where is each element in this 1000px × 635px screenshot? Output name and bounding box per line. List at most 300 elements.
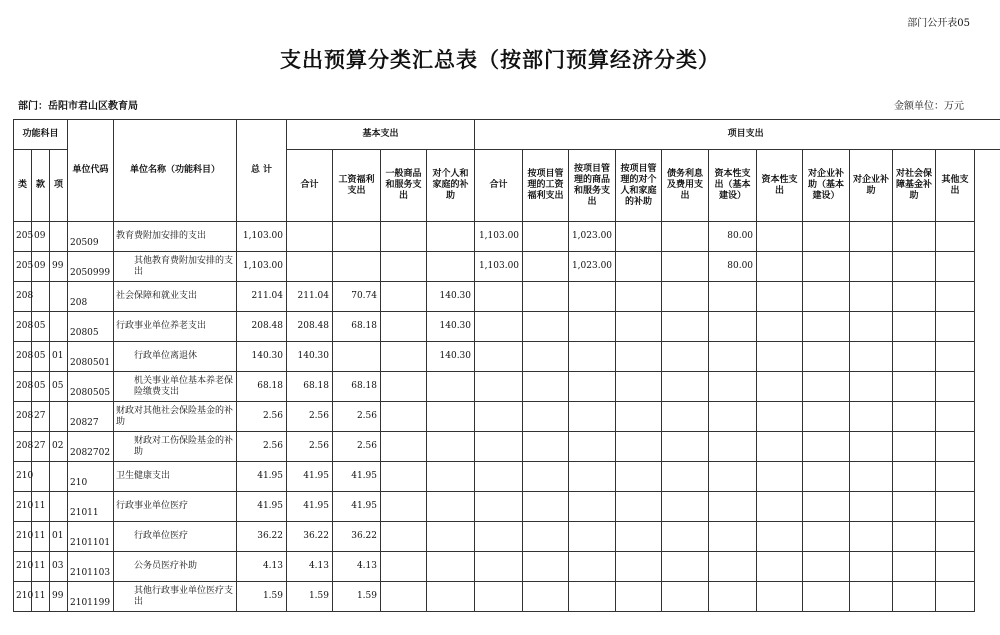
header-unit-code: 单位代码	[68, 120, 114, 222]
cell-basic-3	[427, 432, 475, 462]
cell-project-0	[475, 342, 523, 372]
cell-basic-1: 41.95	[333, 492, 381, 522]
cell-basic-2	[381, 492, 427, 522]
cell-project-3	[616, 402, 662, 432]
cell-project-4	[662, 222, 709, 252]
cell-lei: 208	[14, 402, 32, 432]
cell-project-5	[709, 582, 757, 612]
cell-kuan: 05	[32, 312, 50, 342]
cell-project-0	[475, 582, 523, 612]
cell-basic-2	[381, 462, 427, 492]
cell-kuan: 11	[32, 492, 50, 522]
cell-xiang	[50, 282, 68, 312]
cell-project-10	[936, 282, 975, 312]
cell-project-8	[850, 402, 893, 432]
cell-project-2	[569, 492, 616, 522]
cell-project-6	[757, 552, 803, 582]
cell-xiang	[50, 312, 68, 342]
cell-project-7	[803, 582, 850, 612]
cell-project-1	[523, 222, 569, 252]
cell-basic-0: 2.56	[287, 402, 333, 432]
cell-unit-code: 2080501	[68, 342, 114, 372]
cell-project-1	[523, 402, 569, 432]
cell-xiang	[50, 462, 68, 492]
cell-lei: 210	[14, 522, 32, 552]
header-basic-total: 合计	[287, 150, 333, 222]
cell-kuan: 09	[32, 252, 50, 282]
cell-lei: 208	[14, 312, 32, 342]
cell-basic-3	[427, 402, 475, 432]
cell-project-8	[850, 582, 893, 612]
cell-project-2: 1,023.00	[569, 252, 616, 282]
cell-project-6	[757, 582, 803, 612]
form-number: 部门公开表05	[907, 18, 970, 29]
cell-unit-code: 2080505	[68, 372, 114, 402]
cell-project-5	[709, 492, 757, 522]
cell-basic-0: 211.04	[287, 282, 333, 312]
cell-basic-0: 1.59	[287, 582, 333, 612]
cell-unit-name: 行政事业单位养老支出	[114, 312, 237, 342]
table-row	[14, 342, 1000, 372]
cell-unit-code: 20509	[68, 222, 114, 252]
cell-unit-code: 208	[68, 282, 114, 312]
cell-project-5	[709, 522, 757, 552]
header-unit-name: 单位名称（功能科目）	[114, 120, 237, 222]
cell-basic-0	[287, 252, 333, 282]
cell-unit-code: 2101101	[68, 522, 114, 552]
header-project-debt: 债务利息及费用支出	[662, 150, 709, 222]
cell-basic-2	[381, 522, 427, 552]
cell-project-3	[616, 222, 662, 252]
cell-project-9	[893, 402, 936, 432]
cell-project-6	[757, 252, 803, 282]
cell-project-6	[757, 462, 803, 492]
table-row	[14, 462, 1000, 492]
cell-project-0: 1,103.00	[475, 252, 523, 282]
cell-project-7	[803, 432, 850, 462]
table-row	[14, 522, 1000, 552]
cell-project-1	[523, 342, 569, 372]
cell-total: 208.48	[237, 312, 287, 342]
cell-project-5: 80.00	[709, 252, 757, 282]
cell-project-2	[569, 312, 616, 342]
cell-kuan: 11	[32, 522, 50, 552]
header-project-enterprise-basic: 对企业补助（基本建设）	[803, 150, 850, 222]
cell-project-1	[523, 282, 569, 312]
cell-unit-code: 2101199	[68, 582, 114, 612]
cell-xiang: 01	[50, 522, 68, 552]
cell-basic-3	[427, 462, 475, 492]
cell-project-8	[850, 462, 893, 492]
cell-unit-code: 210	[68, 462, 114, 492]
cell-unit-code: 2082702	[68, 432, 114, 462]
cell-project-8	[850, 372, 893, 402]
cell-project-6	[757, 282, 803, 312]
cell-project-8	[850, 432, 893, 462]
budget-table	[13, 119, 1000, 612]
header-project-subsidy: 按项目管理的对个人和家庭的补助	[616, 150, 662, 222]
cell-project-2	[569, 342, 616, 372]
cell-project-5	[709, 432, 757, 462]
cell-project-1	[523, 372, 569, 402]
cell-project-4	[662, 252, 709, 282]
cell-basic-3: 140.30	[427, 282, 475, 312]
header-project-goods: 按项目管理的商品和服务支出	[569, 150, 616, 222]
cell-project-1	[523, 522, 569, 552]
cell-unit-name: 社会保障和就业支出	[114, 282, 237, 312]
cell-project-6	[757, 432, 803, 462]
cell-project-3	[616, 372, 662, 402]
cell-project-9	[893, 252, 936, 282]
cell-total: 211.04	[237, 282, 287, 312]
cell-project-8	[850, 522, 893, 552]
page-title: 支出预算分类汇总表（按部门预算经济分类）	[280, 47, 720, 72]
table-row	[14, 222, 1000, 252]
cell-kuan	[32, 282, 50, 312]
cell-kuan: 27	[32, 402, 50, 432]
table-row	[14, 582, 1000, 612]
cell-project-0	[475, 492, 523, 522]
header-project: 项目支出	[475, 120, 1000, 150]
cell-project-5	[709, 462, 757, 492]
cell-total: 140.30	[237, 342, 287, 372]
cell-project-7	[803, 252, 850, 282]
cell-project-3	[616, 462, 662, 492]
cell-project-0	[475, 312, 523, 342]
cell-project-2	[569, 372, 616, 402]
cell-basic-0: 68.18	[287, 372, 333, 402]
cell-project-0	[475, 402, 523, 432]
cell-basic-1: 1.59	[333, 582, 381, 612]
cell-basic-3	[427, 372, 475, 402]
cell-xiang	[50, 492, 68, 522]
cell-project-10	[936, 342, 975, 372]
cell-kuan: 27	[32, 432, 50, 462]
cell-project-10	[936, 462, 975, 492]
cell-unit-code: 20805	[68, 312, 114, 342]
cell-project-3	[616, 342, 662, 372]
cell-project-1	[523, 492, 569, 522]
header-xiang: 项	[50, 150, 68, 222]
cell-project-4	[662, 522, 709, 552]
cell-basic-2	[381, 222, 427, 252]
cell-project-10	[936, 372, 975, 402]
cell-lei: 210	[14, 492, 32, 522]
table-row	[14, 282, 1000, 312]
cell-project-9	[893, 582, 936, 612]
cell-project-2	[569, 552, 616, 582]
cell-project-9	[893, 372, 936, 402]
cell-basic-1	[333, 252, 381, 282]
cell-basic-1: 41.95	[333, 462, 381, 492]
cell-kuan: 11	[32, 582, 50, 612]
cell-project-4	[662, 312, 709, 342]
cell-lei: 205	[14, 222, 32, 252]
table-row	[14, 372, 1000, 402]
cell-basic-3	[427, 582, 475, 612]
cell-lei: 208	[14, 282, 32, 312]
header-project-capital-basic: 资本性支出（基本建设）	[709, 150, 757, 222]
cell-unit-name: 行政事业单位医疗	[114, 492, 237, 522]
cell-project-4	[662, 372, 709, 402]
cell-basic-2	[381, 552, 427, 582]
cell-project-7	[803, 522, 850, 552]
cell-basic-1: 36.22	[333, 522, 381, 552]
cell-project-0	[475, 432, 523, 462]
cell-kuan: 05	[32, 342, 50, 372]
cell-project-10	[936, 522, 975, 552]
cell-basic-1: 2.56	[333, 402, 381, 432]
cell-project-8	[850, 282, 893, 312]
cell-unit-code: 2050999	[68, 252, 114, 282]
cell-basic-1	[333, 222, 381, 252]
cell-project-7	[803, 462, 850, 492]
cell-project-10	[936, 222, 975, 252]
cell-project-5	[709, 312, 757, 342]
department-label: 部门：岳阳市君山区教育局	[18, 101, 138, 112]
table-row	[14, 432, 1000, 462]
cell-basic-2	[381, 312, 427, 342]
cell-basic-3: 140.30	[427, 312, 475, 342]
cell-total: 36.22	[237, 522, 287, 552]
cell-project-3	[616, 282, 662, 312]
cell-project-2	[569, 582, 616, 612]
header-project-capital: 资本性支出	[757, 150, 803, 222]
cell-lei: 208	[14, 432, 32, 462]
cell-project-4	[662, 282, 709, 312]
cell-project-6	[757, 522, 803, 552]
cell-project-10	[936, 402, 975, 432]
cell-xiang: 03	[50, 552, 68, 582]
cell-basic-2	[381, 582, 427, 612]
cell-project-2	[569, 402, 616, 432]
cell-project-4	[662, 462, 709, 492]
cell-project-8	[850, 222, 893, 252]
cell-project-2	[569, 522, 616, 552]
header-func-subject: 功能科目	[14, 120, 68, 150]
cell-project-5	[709, 342, 757, 372]
cell-project-6	[757, 402, 803, 432]
cell-unit-name: 行政单位离退休	[114, 342, 237, 372]
cell-basic-3: 140.30	[427, 342, 475, 372]
cell-project-8	[850, 342, 893, 372]
cell-unit-name: 公务员医疗补助	[114, 552, 237, 582]
cell-xiang	[50, 222, 68, 252]
cell-unit-name: 财政对其他社会保险基金的补助	[114, 402, 237, 432]
cell-project-0	[475, 522, 523, 552]
cell-project-9	[893, 492, 936, 522]
cell-project-1	[523, 432, 569, 462]
cell-lei: 210	[14, 462, 32, 492]
cell-basic-0: 208.48	[287, 312, 333, 342]
cell-project-10	[936, 312, 975, 342]
cell-project-0	[475, 552, 523, 582]
cell-project-5	[709, 372, 757, 402]
cell-project-8	[850, 312, 893, 342]
cell-project-8	[850, 252, 893, 282]
table-row	[14, 552, 1000, 582]
cell-basic-2	[381, 372, 427, 402]
cell-basic-0: 41.95	[287, 492, 333, 522]
cell-project-1	[523, 552, 569, 582]
cell-unit-name: 财政对工伤保险基金的补助	[114, 432, 237, 462]
header-basic-subsidy: 对个人和家庭的补助	[427, 150, 475, 222]
cell-project-3	[616, 432, 662, 462]
cell-lei: 210	[14, 552, 32, 582]
cell-project-3	[616, 492, 662, 522]
cell-project-9	[893, 432, 936, 462]
cell-total: 1,103.00	[237, 252, 287, 282]
header-project-other: 其他支出	[936, 150, 975, 222]
cell-total: 1.59	[237, 582, 287, 612]
cell-total: 68.18	[237, 372, 287, 402]
cell-project-6	[757, 342, 803, 372]
cell-xiang: 01	[50, 342, 68, 372]
cell-project-4	[662, 492, 709, 522]
cell-basic-0: 41.95	[287, 462, 333, 492]
cell-basic-3	[427, 552, 475, 582]
cell-kuan: 11	[32, 552, 50, 582]
cell-basic-1	[333, 342, 381, 372]
header-project-salary: 按项目管理的工资福利支出	[523, 150, 569, 222]
cell-lei: 208	[14, 372, 32, 402]
cell-unit-name: 其他行政事业单位医疗支出	[114, 582, 237, 612]
cell-project-10	[936, 552, 975, 582]
header-basic-goods: 一般商品和服务支出	[381, 150, 427, 222]
cell-lei: 210	[14, 582, 32, 612]
cell-basic-1: 70.74	[333, 282, 381, 312]
cell-project-3	[616, 252, 662, 282]
cell-project-7	[803, 402, 850, 432]
header-lei: 类	[14, 150, 32, 222]
cell-basic-2	[381, 282, 427, 312]
cell-basic-2	[381, 252, 427, 282]
cell-project-6	[757, 222, 803, 252]
cell-project-4	[662, 432, 709, 462]
cell-basic-0: 140.30	[287, 342, 333, 372]
cell-project-1	[523, 462, 569, 492]
cell-project-2	[569, 462, 616, 492]
header-total: 总 计	[237, 120, 287, 222]
cell-project-2	[569, 432, 616, 462]
cell-project-5	[709, 402, 757, 432]
cell-project-3	[616, 312, 662, 342]
cell-project-10	[936, 252, 975, 282]
cell-project-10	[936, 492, 975, 522]
cell-basic-3	[427, 522, 475, 552]
cell-basic-3	[427, 252, 475, 282]
cell-basic-0	[287, 222, 333, 252]
cell-project-9	[893, 552, 936, 582]
header-project-social-fund: 对社会保障基金补助	[893, 150, 936, 222]
cell-kuan: 05	[32, 372, 50, 402]
cell-total: 4.13	[237, 552, 287, 582]
cell-unit-name: 行政单位医疗	[114, 522, 237, 552]
header-project-total: 合计	[475, 150, 523, 222]
cell-project-6	[757, 492, 803, 522]
cell-total: 1,103.00	[237, 222, 287, 252]
cell-unit-name: 卫生健康支出	[114, 462, 237, 492]
cell-total: 2.56	[237, 432, 287, 462]
cell-project-4	[662, 402, 709, 432]
cell-project-10	[936, 582, 975, 612]
cell-project-5: 80.00	[709, 222, 757, 252]
cell-unit-code: 21011	[68, 492, 114, 522]
cell-project-0	[475, 462, 523, 492]
cell-project-6	[757, 372, 803, 402]
cell-project-0: 1,103.00	[475, 222, 523, 252]
cell-project-9	[893, 222, 936, 252]
cell-project-4	[662, 552, 709, 582]
cell-basic-0: 4.13	[287, 552, 333, 582]
table-body	[14, 222, 1000, 612]
table-row	[14, 312, 1000, 342]
cell-project-0	[475, 372, 523, 402]
header-kuan: 款	[32, 150, 50, 222]
cell-unit-name: 其他教育费附加安排的支出	[114, 252, 237, 282]
cell-xiang: 05	[50, 372, 68, 402]
cell-xiang: 99	[50, 252, 68, 282]
cell-kuan: 09	[32, 222, 50, 252]
cell-unit-name: 机关事业单位基本养老保险缴费支出	[114, 372, 237, 402]
cell-basic-0: 36.22	[287, 522, 333, 552]
cell-basic-1: 4.13	[333, 552, 381, 582]
amount-unit-label: 金额单位：万元	[894, 101, 964, 112]
cell-total: 41.95	[237, 492, 287, 522]
table-row	[14, 252, 1000, 282]
cell-basic-1: 2.56	[333, 432, 381, 462]
header-project-enterprise: 对企业补助	[850, 150, 893, 222]
cell-project-7	[803, 552, 850, 582]
cell-project-7	[803, 492, 850, 522]
cell-total: 41.95	[237, 462, 287, 492]
cell-project-3	[616, 522, 662, 552]
cell-kuan	[32, 462, 50, 492]
cell-project-9	[893, 342, 936, 372]
cell-project-1	[523, 252, 569, 282]
cell-project-2	[569, 282, 616, 312]
cell-basic-1: 68.18	[333, 372, 381, 402]
cell-lei: 208	[14, 342, 32, 372]
cell-basic-2	[381, 432, 427, 462]
cell-project-10	[936, 432, 975, 462]
cell-xiang: 02	[50, 432, 68, 462]
cell-project-7	[803, 372, 850, 402]
cell-project-8	[850, 492, 893, 522]
cell-xiang	[50, 402, 68, 432]
cell-basic-3	[427, 222, 475, 252]
cell-project-4	[662, 342, 709, 372]
cell-total: 2.56	[237, 402, 287, 432]
cell-project-2: 1,023.00	[569, 222, 616, 252]
cell-unit-name: 教育费附加安排的支出	[114, 222, 237, 252]
cell-project-1	[523, 582, 569, 612]
cell-project-6	[757, 312, 803, 342]
cell-project-1	[523, 312, 569, 342]
cell-basic-3	[427, 492, 475, 522]
cell-project-5	[709, 282, 757, 312]
header-basic: 基本支出	[287, 120, 475, 150]
cell-basic-2	[381, 402, 427, 432]
cell-project-7	[803, 222, 850, 252]
cell-project-0	[475, 282, 523, 312]
cell-project-7	[803, 312, 850, 342]
header-basic-salary: 工资福利支出	[333, 150, 381, 222]
cell-basic-2	[381, 342, 427, 372]
cell-unit-code: 2101103	[68, 552, 114, 582]
cell-project-3	[616, 552, 662, 582]
cell-project-9	[893, 312, 936, 342]
